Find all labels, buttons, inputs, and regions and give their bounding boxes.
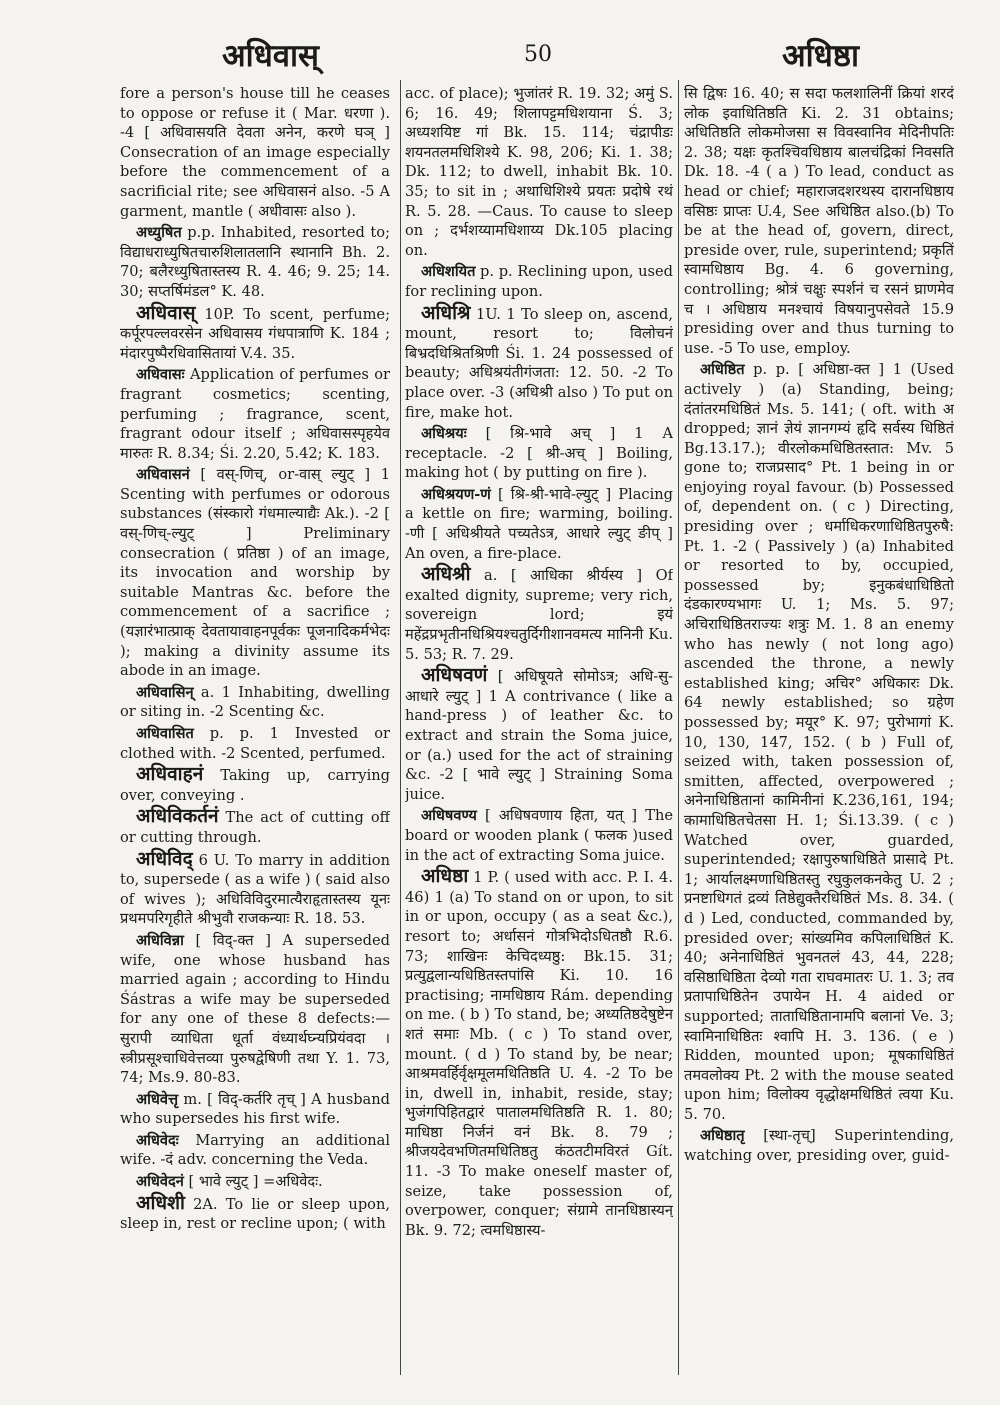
entry-headword: अधिवासनं — [136, 466, 190, 484]
entry-text: Application of perfumes or fragrant cosmetics; scenting, perfuming ; fragrance, scent, fragrant odour itself ; अधिवासस्पृहयेव मारुतः R. 8.34; Śi. 2.20, 5.42; K. 183. — [120, 366, 390, 462]
entry-text: acc. of place); भुजांतरं R. 19. 32; अमुं S. 6; 16. 49; शिलापट्टमधिशयाना Ś. 3; अध्यशयिष्ट गां Bk. 15. 114; चंद्रापीडः शयनतलमधिशिश्ये K. 98, 206; Ki. 1. 38; Dk. 112; to dwell, inhabit Bk. 10. 35; to sit in ; अथाधिशिश्ये प्रयतः प्रदोषे रथं R. 5. 28. —Caus. To cause to sleep on ; दर्भशय्यामधिशाय्य Dk.105 placing on. — [405, 85, 673, 259]
dictionary-entry — [405, 301, 673, 423]
dictionary-entry — [405, 565, 673, 664]
page-header — [0, 28, 1000, 88]
entry-text: a. [ आधिका श्रीर्यस्य ] Of exalted dignity, supreme; very rich, sovereign lord; इयं महेंद्रप्रभृतीनधिश्रियश्चतुर्दिगीशानवमत्य मानिनी Ku. 5. 53; R. 7. 29. — [405, 567, 673, 663]
entry-headword: अधिष्ठा — [421, 865, 469, 888]
entry-text: p. p. Reclining upon, used for reclining upon. — [405, 263, 673, 300]
entry-text: fore a person's house till he ceases to oppose or refuse it ( Mar. धरणा ). -4 [ अधिवासयति देवता अनेन, करणे घञ् ] Consecration of an image especially before the commencement of a sacrificial rite; see अधिवासनं also. -5 A garment, mantle ( अधीवासः also ). — [120, 85, 390, 220]
entry-text: [ वस्-णिच्, or-वास् ल्युट् ] 1 Scenting with perfumes or odorous substances (संस्कारो गंधमाल्याद्यैः Ak.). -2 [ वस्-णिच्-ल्युट् ] Preliminary consecration ( प्रतिष्ठा ) of an image, its invocation and worship by suitable Mantras &c. before the commencement of a sacrifice ;(यज्ञारंभात्प्राक् देवतायावाहनपूर्वकः पूजनादिकर्मभेदः ); making a divinity assume its abode in an image. — [120, 466, 390, 680]
entry-text: a. 1 Inhabiting, dwelling or siting in. -2 Scenting &c. — [120, 683, 390, 721]
entry-headword: अधिवासित — [136, 725, 194, 742]
entry-headword: अधिषवण्य — [421, 807, 477, 825]
entry-text: सि द्विषः 16. 40; स सदा फलशालिनीं क्रियां शरदं लोक इवाधितिष्ठति Ki. 2. 31 obtains; अधितिष्ठति लोकमोजसा स विवस्वानिव मेदिनीपतिः 2. 38; यक्षः कृतश्चिवधिष्ठाय बालचंद्रिकां निवसति Dk. 18. -4 ( a ) To lead, conduct as head or chief; महाराजदशरथस्य दारानधिष्ठाय वसिष्ठः प्राप्तः U.4, See अधिष्ठित also.(b) To be at the head of, govern, direct, preside over, rule, superintend; प्रकृतिं स्वामधिष्ठाय Bg. 4. 6 governing, controlling; श्रोत्रं चक्षुः स्पर्शनं च रसनं घ्राणमेव च । अधिष्ठाय मनश्चायं विषयानुपसेवते 15.9 presiding over and thus turning to use. -5 To use, employ. — [684, 85, 954, 357]
entry-headword: अधिशी — [136, 1191, 185, 1214]
dictionary-entry — [405, 666, 673, 804]
dictionary-entry — [120, 1191, 390, 1234]
entry-headword: अधिवास् — [136, 301, 196, 324]
dictionary-entry — [405, 84, 673, 260]
entry-text: [ भावे ल्युट् ] =अधिवेदः. — [183, 1173, 323, 1191]
entry-text: [ श्रि-श्री-भावे-ल्युट् ] Placing a kettle on fire; warming, boiling. -णी [ अधिश्रीयते पच्यतेऽत्र, आधारे ल्युट् ङीप् ] An oven, a fire-place. — [405, 485, 673, 562]
entry-text: p.p. Inhabited, resorted to; विद्याधराध्युषितचारुशिलातलानि स्थानानि Bh. 2. 70; बलैरध्युषितास्तस्य R. 4. 46; 9. 25; 14. 30; सप्तर्षिमंडल° K. 48. — [120, 224, 390, 300]
entry-headword: अधिवासिन् — [136, 683, 194, 701]
dictionary-entry — [684, 360, 954, 1124]
entry-text: p. p. 1 Invested or clothed with. -2 Scented, perfumed. — [120, 725, 390, 762]
entry-headword: अधिश्रयः — [421, 425, 467, 443]
entry-headword: अधिवासः — [136, 366, 185, 384]
column-right — [684, 84, 954, 1404]
entry-text: [ विद्-क्त ] A superseded wife, one whose husband has married again ; according to Hindu Śástras a wife may be superseded for any one of these 8 defects:—सुरापी व्याधिता धूर्ता वंध्यार्थघ्न्यप्रियंवदा । स्त्रीप्रसूश्चाधिवेत्तव्या पुरुषद्वेषिणी तथा Y. 1. 73, 74; Ms.9. 80-83. — [120, 931, 390, 1087]
entry-text: [ अधिषवणाय हिता, यत् ] The board or wooden plank ( फलक )used in the act of extracting Soma juice. — [405, 807, 673, 864]
dictionary-entry — [684, 84, 954, 358]
entry-text: [स्था-तृच्] Superintending, watching over, presiding over, guid- — [684, 1127, 954, 1165]
entry-headword: अधिविन्ना — [136, 931, 184, 949]
entry-text: [ अधिषूयते सोमोऽत्र; अधि-सु-आधारे ल्युट् ] 1 A contrivance ( like a hand-press ) of leather &c. to extract and strain the Soma juice, or (a.) used for the act of straining &c. -2 [ भावे ल्युट् ] Straining Soma juice. — [405, 668, 673, 803]
left-guide-word: अधिवास् — [222, 38, 319, 74]
page-number: 50 — [524, 42, 552, 67]
entry-headword: अधिविकर्तनं — [136, 805, 219, 828]
dictionary-entry — [684, 1126, 954, 1165]
dictionary-entry — [120, 724, 390, 763]
dictionary-entry — [405, 485, 673, 563]
column-left — [120, 84, 390, 1404]
dictionary-entry — [120, 931, 390, 1088]
entry-headword: अधिष्ठातृ — [700, 1127, 745, 1145]
entry-text: 1U. 1 To sleep on, ascend, mount, resort to; विलोचनं बिभ्रदधिश्रितश्रिणी Śi. 1. 24 possessed of beauty; अधिश्रयंतीगंजता: 12. 50. -2 To place over. -3 (अधिश्री also ) To put on fire, make hot. — [405, 305, 673, 421]
entry-text: 10P. To scent, perfume; कर्पूरपल्लवरसेन अधिवासय गंधपात्राणि K. 184 ; मंदारपुष्पैरधिवासितायां V.4. 35. — [120, 305, 390, 362]
entry-text: Taking up, carrying over, conveying . — [120, 767, 390, 804]
entry-headword: अधिवेत्तृ — [136, 1090, 179, 1108]
entry-headword: अधिश्रयण-णं — [421, 485, 491, 503]
column-divider — [678, 80, 679, 1375]
dictionary-entry — [120, 1090, 390, 1129]
dictionary-entry — [120, 465, 390, 681]
column-middle — [405, 84, 673, 1404]
entry-text: The act of cutting off or cutting through. — [120, 809, 390, 846]
dictionary-entry — [120, 84, 390, 221]
dictionary-entry — [120, 1172, 390, 1192]
entry-headword: अधिश्रि — [421, 301, 471, 324]
entry-text: p. p. [ अधिष्ठा-क्त ] 1 (Used actively ) (a) Standing, being; दंतांतरमधिष्ठितं Ms. 5. 141; ( oft. with अ dropped; ज्ञानं ज्ञेयं ज्ञानगम्यं हृदि सर्वस्य धिष्ठितं Bg.13.17.); वीरलोकमधिष्ठितस्तात: Mv. 5 gone to; राजप्रसाद° Pt. 1 being in or enjoying royal favour. (b) Possessed of, dependent on. ( c ) Directing, presiding over ; धर्माधिकरणाधिष्ठितपुरुषै: Pt. 1. -2 ( Passively ) (a) Inhabited or resorted to by, occupied, possessed by; इनुकबंधाधिष्ठितो दंडकारण्यभागः U. 1; Ms. 5. 97; अचिराधिष्ठितराज्यः शत्रुः M. 1. 8 an enemy who has newly ( not long ago) ascended the throne, a newly established king; अचिर° अधिकारः Dk. 64 newly established; so ग्रहेण possessed by; मयूर° K. 97; पुरोभागां K. 10, 130, 147, 152. ( b ) Full of, seized with, taken possession of, smitten, affected, overpowered ; अनेनाधिष्ठितानां कामिनीनां K.236,161, 194; कामाधिष्ठितचेतसा H. 1; Śi.13.39. ( c ) Watched over, guarded, superintended; रक्षापुरुषाधिष्ठिते प्रासादे Pt. 1; आर्यालक्ष्मणाधिष्ठितस्तु रघुकुलकनकेतु U. 2 ; प्रनष्टाधिगतं द्रव्यं तिष्ठेद्युक्तैरधिष्ठितं Ms. 8. 34. ( d ) Led, conducted, commanded by, presided over; सांख्यमिव कपिलाधिष्ठितं K. 40; अनेनाधिष्ठितं भुवनतलं 43, 44, 228; वसिष्ठाधिष्ठिता देव्यो गता राघवमातरः U. 1. 3; तव प्रतापाधिष्ठितेन उपायेन H. 4 aided or supported; ताताधिष्ठितानामपि बलानां Ve. 3; स्वामिनाधिष्ठितः श्वापि H. 3. 136. ( e ) Ridden, mounted upon; मूषकाधिष्ठितं तमवलोक्य Pt. 2 with the mouse seated upon him; विलोक्य वृद्धोक्षमधिष्ठितं त्वया Ku. 5. 70. — [684, 361, 954, 1123]
entry-headword: अधिवेदनं — [136, 1173, 184, 1191]
dictionary-entry — [405, 262, 673, 301]
dictionary-entry — [120, 365, 390, 463]
entry-headword: अध्युषित — [136, 224, 182, 242]
entry-text: Marrying an additional wife. -दं adv. concerning the Veda. — [120, 1131, 390, 1169]
dictionary-entry — [120, 683, 390, 722]
dictionary-entry — [405, 806, 673, 865]
entry-text: 1 P. ( used with acc. P. I. 4. 46) 1 (a) To stand on or upon, to sit in or upon, occupy ( as a seat &c.), resort to; अर्धासनं गोत्रभिदोऽधितष्ठौ R.6. 73; शाखिनः केचिदध्यष्ठु: Bk.15. 31; प्रत्युद्वलान्यधिष्ठितस्तपांसि Ki. 10. 16 practising; नामधिष्ठाय Rám. depending on me. ( b ) To stand, be; अध्यतिष्ठदेषुष्टेन शतं समाः Mb. ( c ) To stand over, mount. ( d ) To stand by, be near; आश्रमवर्हिर्वृक्षमूलमधितिष्ठति U. 4. -2 To be in, dwell in, inhabit, reside, stay; भुजंगपिहितद्वारं पातालमधितिष्ठति R. 1. 80; माधिष्ठा निर्जनं वनं Bk. 8. 79 ; श्रीजयदेवभणितमधितिष्ठतु कंठतटीमविरतं Gít. 11. -3 To make oneself master of, seize, take possession of, overpower, conquer; संग्रामे तानधिष्ठास्यन् Bk. 9. 72; त्वमधिष्ठास्य- — [405, 869, 673, 1239]
dictionary-entry — [120, 301, 390, 364]
dictionary-entry — [120, 765, 390, 805]
entry-headword: अधिवाहनं — [136, 763, 204, 786]
dictionary-entry — [405, 424, 673, 483]
dictionary-entry — [120, 847, 390, 929]
entry-headword: अधिषवणं — [421, 664, 488, 687]
entry-text: m. [ विद्-कर्तरि तृच् ] A husband who supersedes his first wife. — [120, 1090, 390, 1128]
column-divider — [400, 80, 401, 1375]
entry-text: [ श्रि-भावे अच् ] 1 A receptacle. -2 [ श्री-अच् ] Boiling, making hot ( by putting on fire ). — [405, 425, 673, 482]
entry-text: 2A. To lie or sleep upon, sleep in, rest or recline upon; ( with — [120, 1195, 390, 1233]
entry-headword: अधिविद् — [136, 847, 193, 870]
entry-headword: अधिश्री — [421, 563, 471, 586]
dictionary-entry — [405, 867, 673, 1240]
right-guide-word: अधिष्ठा — [782, 38, 860, 74]
entry-headword: अधिष्ठित — [700, 361, 745, 379]
dictionary-entry — [120, 1131, 390, 1170]
entry-headword: अधिवेदः — [136, 1131, 179, 1149]
entry-headword: अधिशयित — [421, 263, 476, 281]
dictionary-entry — [120, 807, 390, 847]
entry-text: 6 U. To marry in addition to, supersede ( as a wife ) ( said also of wives ); अधिविविदुरमात्यैराहृतास्तस्य यूनः प्रथमपरिगृहीते श्रीभुवौ राजकन्याः R. 18. 53. — [120, 851, 390, 928]
dictionary-entry — [120, 223, 390, 301]
